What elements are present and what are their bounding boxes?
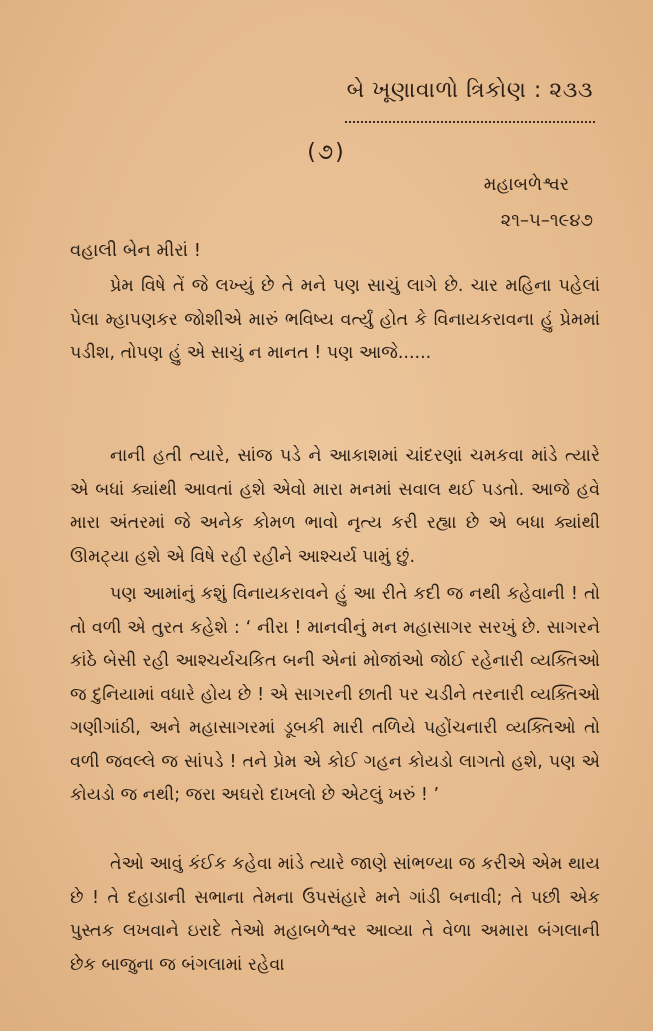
paragraph-4: તેઓ આવું કંઈક કહેવા માંડે ત્યારે જાણે સાંભળ્યા જ કરીએ એમ થાય છે ! તે દહાડાની સભાના તેમના ઉપસંહારે મને ગાંડી બનાવી; તે પછી એક પુસ્તક લખવાને ઇરાદે તેઓ મહાબળેશ્વર આવ્યા તે વેળા અમારા બંગલાની છેક બાજુના જ બંગલામાં રહેવા xyxy=(70,854,600,975)
letter-number: (૭) xyxy=(307,140,346,165)
paragraph-2: નાની હતી ત્યારે, સાંજ પડે ને આકાશમાં ચાંદરણાં ચમકવા માંડે ત્યારે એ બધાં ક્યાંથી આવતાં હશે એવો મારા મનમાં સવાલ થઈ પડતો. આજે હવે મારા અંતરમાં જે અનેક કોમળ ભાવો નૃત્ય કરી રહ્યા છે એ બધા ક્યાંથી ઊમટ્યા હશે એ વિષે રહી રહીને આશ્ચર્ય પામું છું. xyxy=(70,446,600,567)
salutation: વહાલી બેન મીરાં ! xyxy=(70,240,201,261)
header-dotted-rule xyxy=(345,121,595,123)
paragraph-1: પ્રેમ વિષે તેં જે લખ્યું છે તે મને પણ સાચું લાગે છે. ચાર મહિના પહેલાં પેલા મ્હાપણકર જોશીએ મારું ભવિષ્ય વર્ત્યું હોત કે વિનાયકરાવના હું પ્રેમમાં પડીશ, તોપણ હું એ સાચું ન માનત ! પણ આજે...... xyxy=(70,276,600,363)
letter-place: મહાબળેશ્વર xyxy=(483,174,569,195)
paragraph-3: પણ આમાંનું કશું વિનાયકરાવને હું આ રીતે કદી જ નથી કહેવાની ! તો તો વળી એ તુરત કહેશે : ‘ નીરા ! માનવીનું મન મહાસાગર સરખું છે. સાગરને કાંઠે બેસી રહી આશ્ચર્યચકિત બની એનાં મોજાંઓ જોઈ રહેનારી વ્યક્તિઓ જ દુનિયામાં વધારે હોય છે ! એ સાગરની છાતી પર ચડીને તરનારી વ્યક્તિઓ ગણીગાંઠી, અને મહાસાગરમાં ડૂબકી મારી તળિયે પહોંચનારી વ્યક્તિઓ તો વળી જવલ્લે જ સાંપડે ! તને પ્રેમ એ કોઈ ગહન કોયડો લાગતો હશે, પણ એ કોયડો જ નથી; જરા અઘરો દાખલો છે એટલું ખરું ! ’ xyxy=(70,584,600,805)
running-header: બે ખૂણાવાળો ત્રિકોણ : ૨૩૩ xyxy=(346,78,593,103)
letter-date: ૨૧–૫–૧૯૪૭ xyxy=(500,210,593,231)
